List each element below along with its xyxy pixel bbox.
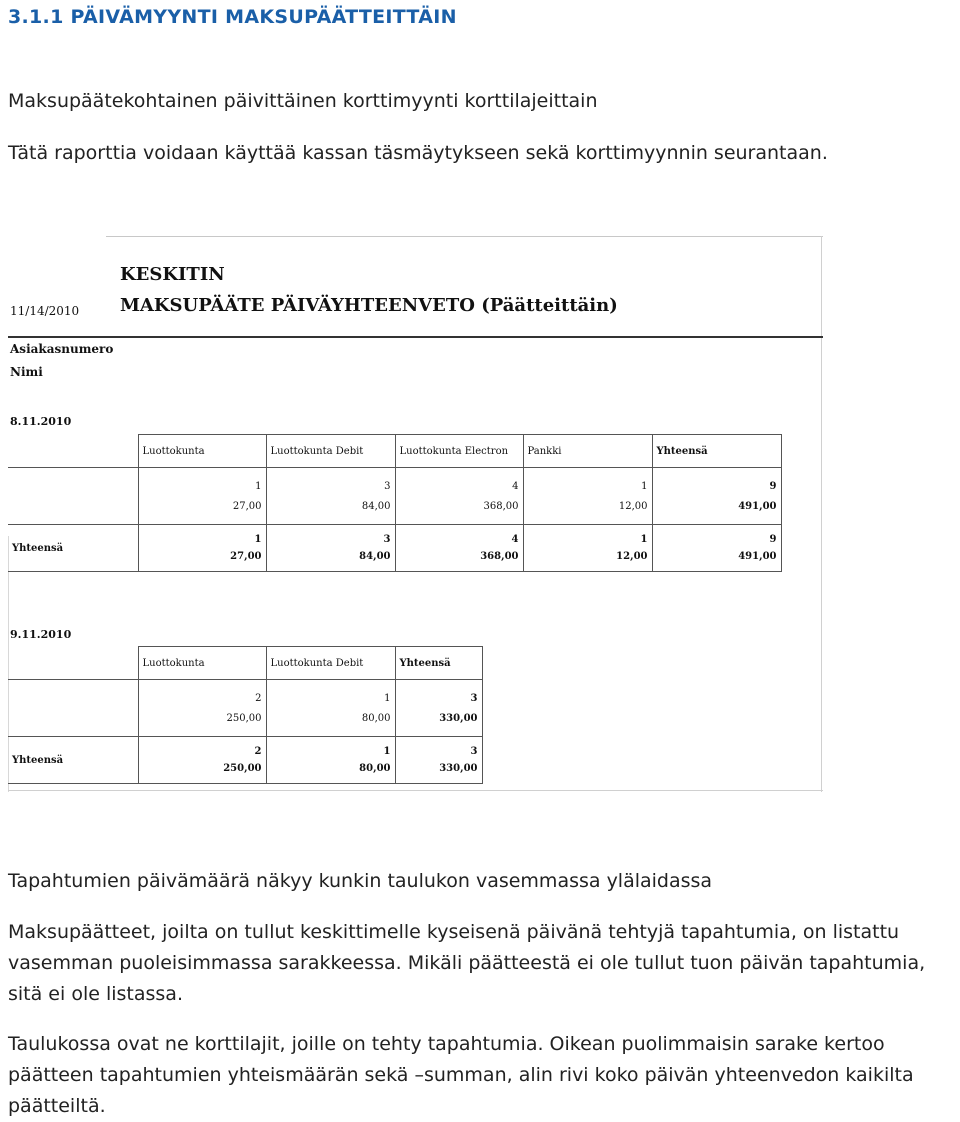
total-count-cell: 1: [138, 525, 266, 549]
column-header: Luottokunta Debit: [266, 435, 395, 468]
day-summary-table: [8, 434, 782, 572]
count-cell: 1: [266, 680, 395, 709]
report-title: KESKITIN: [120, 264, 225, 285]
sum-cell-total: 491,00: [652, 496, 781, 525]
total-sum-cell: 12,00: [523, 548, 652, 572]
total-count-cell: 9: [652, 525, 781, 549]
date-note: Tapahtumien päivämäärä näkyy kunkin taulukon vasemmassa ylälaidassa: [8, 870, 713, 892]
day-summary-table: [8, 646, 483, 784]
total-count-cell: 1: [523, 525, 652, 549]
column-header: Luottokunta Debit: [266, 647, 395, 680]
sum-cell: 80,00: [266, 708, 395, 737]
terminals-note: Maksupäätteet, joilta on tullut keskittimelle kyseisenä päivänä tehtyjä tapahtumia, on listattu vasemman puoleisimmassa sarakkeessa. Mikäli päätteestä ei ole tullut tuon päivän tapahtumia, sitä ei ole listassa.: [8, 921, 926, 1005]
count-cell: 1: [523, 468, 652, 497]
count-cell: 2: [138, 680, 266, 709]
report-usage-text: Tätä raporttia voidaan käyttää kassan täsmäytykseen sekä korttimyynnin seurantaan.: [8, 142, 828, 164]
report-subtitle: MAKSUPÄÄTE PÄIVÄYHTEENVETO (Päätteittäin): [120, 295, 618, 316]
total-sum-cell: 491,00: [652, 548, 781, 572]
total-count-cell: 4: [395, 525, 523, 549]
table-header-row: [8, 435, 781, 468]
sum-cell: 250,00: [138, 708, 266, 737]
total-sum-cell: 250,00: [138, 760, 266, 784]
customer-number-label: Asiakasnumero: [10, 342, 114, 356]
count-cell-total: 3: [395, 680, 482, 709]
total-sum-cell: 84,00: [266, 548, 395, 572]
column-header: Pankki: [523, 435, 652, 468]
day-date: 9.11.2010: [10, 628, 72, 641]
total-label: Yhteensä: [8, 737, 138, 784]
total-label: Yhteensä: [8, 525, 138, 572]
total-row: [8, 737, 482, 761]
sum-cell: 84,00: [266, 496, 395, 525]
column-header: Luottokunta: [138, 435, 266, 468]
count-cell-total: 9: [652, 468, 781, 497]
report-border-bottom: [8, 790, 823, 791]
terminal-cell: [8, 680, 138, 737]
total-count-cell: 1: [266, 737, 395, 761]
total-row: [8, 525, 781, 549]
total-sum-cell: 80,00: [266, 760, 395, 784]
count-cell: 1: [138, 468, 266, 497]
column-header: Luottokunta: [138, 647, 266, 680]
report-screenshot: [8, 236, 823, 792]
total-sum-cell: 368,00: [395, 548, 523, 572]
table-note: Taulukossa ovat ne korttilajit, joille on tehty tapahtumia. Oikean puolimmaisin sarake kertoo päätteen tapahtumien yhteismäärän sekä –summan, alin rivi koko päivän yhteenvedon kaikilta päätteiltä.: [8, 1033, 914, 1117]
column-header-total: Yhteensä: [395, 647, 482, 680]
terminal-cell: [8, 468, 138, 525]
section-heading: 3.1.1 PÄIVÄMYYNTI MAKSUPÄÄTTEITTÄIN: [8, 6, 457, 28]
header-spacer: [8, 435, 138, 468]
total-count-cell: 3: [266, 525, 395, 549]
count-cell: 3: [266, 468, 395, 497]
column-header-total: Yhteensä: [652, 435, 781, 468]
table-row: [8, 468, 781, 497]
report-header-divider: [8, 336, 823, 338]
report-border-right: [821, 236, 822, 792]
sum-cell: 368,00: [395, 496, 523, 525]
total-count-cell: 2: [138, 737, 266, 761]
sum-cell: 27,00: [138, 496, 266, 525]
count-cell: 4: [395, 468, 523, 497]
sum-cell: 12,00: [523, 496, 652, 525]
name-label: Nimi: [10, 365, 43, 379]
total-sum-cell: 330,00: [395, 760, 482, 784]
report-print-date: 11/14/2010: [10, 304, 80, 318]
report-description: Maksupäätekohtainen päivittäinen korttimyynti korttilajeittain: [8, 90, 598, 112]
total-count-cell: 3: [395, 737, 482, 761]
table-row: [8, 680, 482, 709]
sum-cell-total: 330,00: [395, 708, 482, 737]
column-header: Luottokunta Electron: [395, 435, 523, 468]
total-sum-cell: 27,00: [138, 548, 266, 572]
header-spacer: [8, 647, 138, 680]
day-date: 8.11.2010: [10, 415, 72, 428]
report-border-top: [106, 236, 823, 237]
table-header-row: [8, 647, 482, 680]
